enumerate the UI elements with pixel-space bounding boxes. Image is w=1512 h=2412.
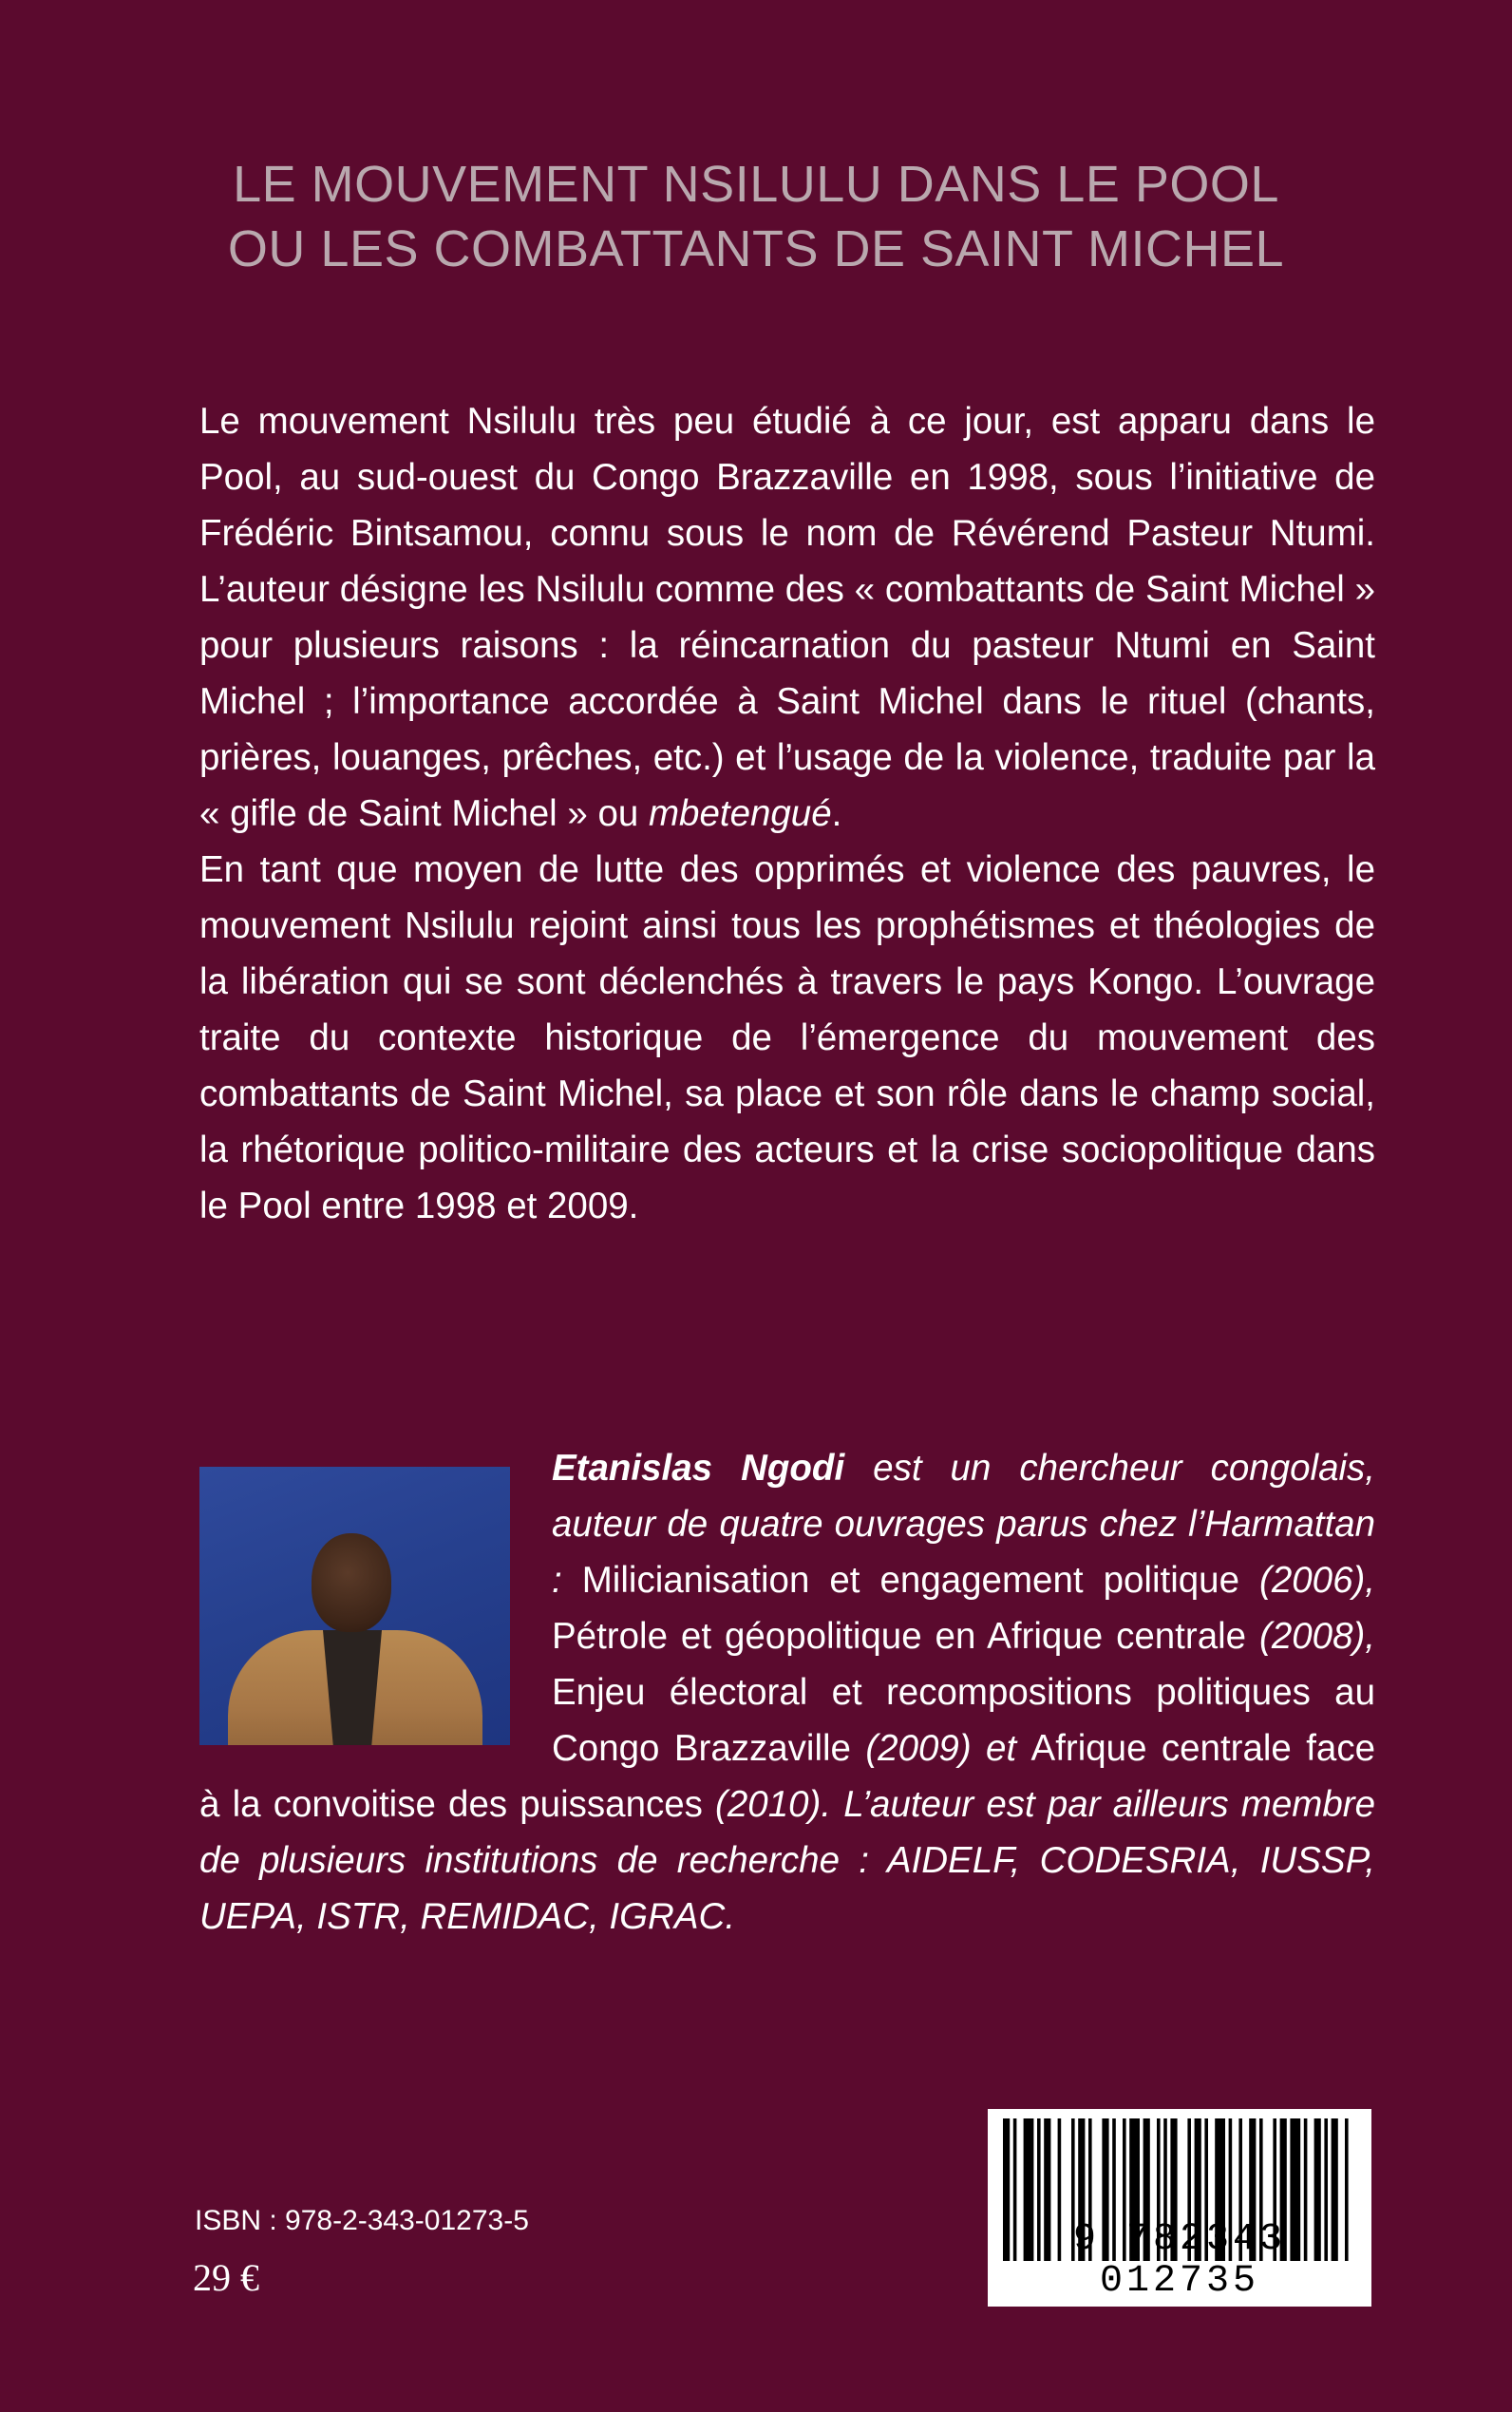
author-year-3: (2009) et	[850, 1728, 1031, 1769]
author-book-3: Enjeu électoral et recompositions politiques au Congo Brazzaville	[552, 1672, 1375, 1769]
author-intro: est un chercheur congolais, auteur de quatre ouvrages parus chez l’Harmattan :	[552, 1448, 1375, 1601]
synopsis-p1-italic: mbetengué	[648, 793, 832, 834]
photo-shirt	[323, 1630, 382, 1745]
author-year-2: (2008),	[1246, 1616, 1375, 1657]
author-book-2: Pétrole et géopolitique en Afrique centrale	[552, 1616, 1247, 1657]
author-photo	[199, 1467, 510, 1745]
author-book-4: Afrique centrale face à la convoitise des puissances	[199, 1728, 1375, 1825]
synopsis	[199, 393, 1375, 1234]
price: 29 €	[193, 2256, 259, 2299]
synopsis-p1-end: .	[831, 793, 842, 834]
synopsis-paragraph-2	[199, 842, 1375, 1234]
author-bio	[199, 1440, 1375, 1945]
synopsis-p1-text: Le mouvement Nsilulu très peu étudié à ce jour, est apparu dans le Pool, au sud-ouest du Congo Brazzaville en 1998, sous l’initiative de Frédéric Bintsamou, connu sous le nom de Révérend Pasteur Ntumi. L’auteur désigne les Nsilulu comme des « combattants de Saint Michel » pour plusieurs raisons : la réincarnation du pasteur Ntumi en Saint Michel ; l’importance accordée à Saint Michel dans le rituel (chants, prières, louanges, prêches, etc.) et l’usage de la violence, traduite par la « gifle de Saint Michel » ou	[199, 401, 1375, 834]
photo-head	[312, 1533, 391, 1632]
author-year-1: (2006),	[1239, 1560, 1375, 1601]
book-title	[95, 152, 1417, 281]
synopsis-p2-text: En tant que moyen de lutte des opprimés et violence des pauvres, le mouvement Nsilulu rejoint ainsi tous les prophétismes et théologies de la libération qui se sont déclenchés à travers le pays Kongo. L’ouvrage traite du contexte historique de l’émergence du mouvement des combattants de Saint Michel, sa place et son rôle dans le champ social, la rhétorique politico-militaire des acteurs et la crise sociopolitique dans le Pool entre 1998 et 2009.	[199, 849, 1375, 1226]
author-name: Etanislas Ngodi	[552, 1448, 845, 1489]
barcode-digits: 9 782343 012735	[1072, 2218, 1287, 2303]
barcode	[988, 2109, 1371, 2307]
isbn: ISBN : 978-2-343-01273-5	[195, 2205, 529, 2236]
author-rest: (2010). L’auteur est par ailleurs membre de plusieurs institutions de recherche : AIDELF, CODESRIA, IUSSP, UEPA, ISTR, REMIDAC, IGRAC.	[199, 1784, 1375, 1937]
title-line-2: OU LES COMBATTANTS DE SAINT MICHEL	[227, 220, 1285, 277]
title-line-1: LE MOUVEMENT NSILULU DANS LE POOL	[233, 156, 1279, 213]
synopsis-paragraph-1	[199, 393, 1375, 842]
author-book-1: Milicianisation et engagement politique	[581, 1560, 1239, 1601]
